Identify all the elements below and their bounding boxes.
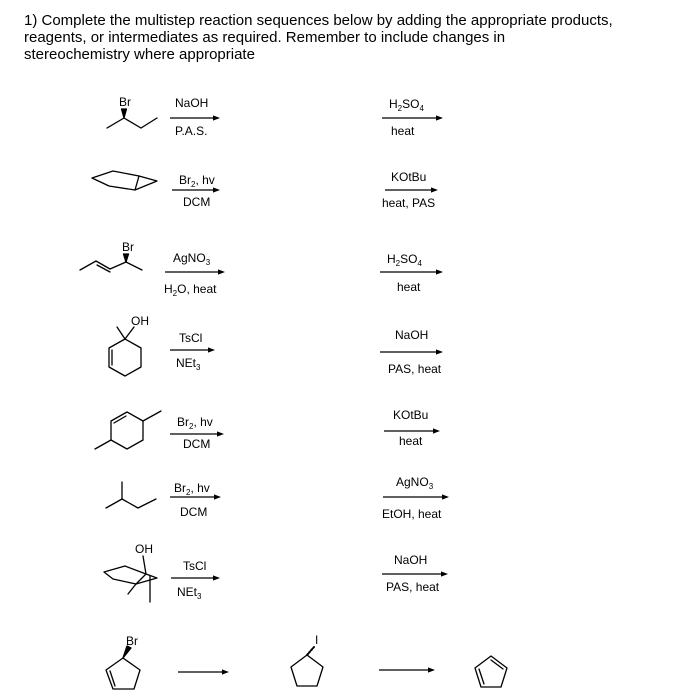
row6-step2-condition: EtOH, heat xyxy=(382,507,442,521)
row1-atom-label: Br xyxy=(119,95,131,109)
row1-step2-condition: heat xyxy=(391,124,415,138)
row1-step2-reagent xyxy=(389,97,424,113)
row3-step2-condition: heat xyxy=(397,280,421,294)
row4-step1-condition: NEt$_3$ xyxy=(176,356,201,372)
row3-starting-material xyxy=(80,240,142,272)
row3-step2-arrow xyxy=(380,252,443,294)
row7-step2-reagent: NaOH xyxy=(394,553,428,567)
row6-starting-material xyxy=(106,482,156,508)
row5-step1-arrow xyxy=(170,415,224,451)
row8-atom-label: Br xyxy=(126,634,138,648)
row7-atom-label: OH xyxy=(135,542,153,556)
row3-step1-reagent: AgNO$_3$ xyxy=(173,251,211,267)
row4-atom-label: OH xyxy=(131,314,149,328)
row5-step2-condition: heat xyxy=(399,434,423,448)
row-7 xyxy=(104,542,448,602)
row1-starting-material xyxy=(107,95,157,128)
row2-starting-material xyxy=(92,171,157,190)
row8-step2-arrow xyxy=(379,667,435,672)
row6-step1-condition: DCM xyxy=(180,505,208,519)
row5-step2-arrow xyxy=(384,408,440,448)
row8-starting-material xyxy=(106,634,140,689)
svg-text:H2SO4: $H_2SO_4$ xyxy=(389,97,424,113)
row2-step2-condition: heat, PAS xyxy=(382,196,436,210)
row1-step1-condition: P.A.S. xyxy=(175,124,208,138)
row8-product xyxy=(475,656,507,687)
row-6 xyxy=(106,475,449,521)
row-1 xyxy=(107,95,443,138)
row2-step1-condition: DCM xyxy=(183,195,211,209)
row8-step1-arrow xyxy=(178,669,229,674)
question-line-2: reagents, or intermediates as required. Remember to include changes in xyxy=(24,29,506,46)
row6-step1-arrow xyxy=(170,481,221,519)
row4-step1-arrow xyxy=(170,331,215,372)
row2-step1-arrow xyxy=(172,173,220,209)
row5-starting-material xyxy=(95,411,161,449)
row6-step2-reagent: AgNO$_3$ xyxy=(396,475,434,491)
row7-starting-material xyxy=(104,542,157,602)
question-line-3: stereochemistry where appropriate xyxy=(24,46,255,63)
row6-step2-arrow xyxy=(382,475,449,521)
row3-step1-arrow xyxy=(164,251,225,298)
row4-step1-reagent: TsCl xyxy=(179,331,203,345)
row7-step2-condition: PAS, heat xyxy=(386,580,440,594)
row5-step1-reagent: $Br_2$, hv xyxy=(177,415,213,431)
row7-step1-arrow xyxy=(171,559,220,601)
row5-step1-condition: DCM xyxy=(183,437,211,451)
row1-step1-arrow xyxy=(170,96,220,138)
row-8 xyxy=(106,633,507,689)
row2-step2-reagent: KOtBu xyxy=(391,170,427,184)
row7-step1-reagent: TsCl xyxy=(183,559,207,573)
row2-step2-arrow xyxy=(382,170,438,210)
question-line-1: 1) Complete the multistep reaction sequences below by adding the appropriate products, xyxy=(24,12,613,29)
row3-step2-reagent: $H_2SO_4$ xyxy=(387,252,422,268)
row6-step1-reagent: $Br_2$, hv xyxy=(174,481,210,497)
row8-intermediate-atom-label: I xyxy=(315,633,319,647)
row4-step2-reagent: NaOH xyxy=(395,328,429,342)
row3-step1-condition: $H_2O$, heat xyxy=(164,282,217,298)
row1-step2-arrow xyxy=(382,97,443,138)
row5-step2-reagent: KOtBu xyxy=(393,408,429,422)
row1-step1-reagent: NaOH xyxy=(175,96,209,110)
row8-intermediate xyxy=(291,633,323,686)
row-2 xyxy=(92,170,438,210)
row2-step1-reagent: $Br_2$, hv xyxy=(179,173,215,189)
row-4 xyxy=(109,314,443,376)
row-3 xyxy=(80,240,443,298)
row7-step2-arrow xyxy=(382,553,448,594)
row-5 xyxy=(95,408,440,451)
row4-step2-condition: PAS, heat xyxy=(388,362,442,376)
row4-step2-arrow xyxy=(380,328,443,376)
row7-step1-condition: NEt$_3$ xyxy=(177,585,202,601)
row3-atom-label: Br xyxy=(122,240,134,254)
row4-starting-material xyxy=(109,314,149,376)
